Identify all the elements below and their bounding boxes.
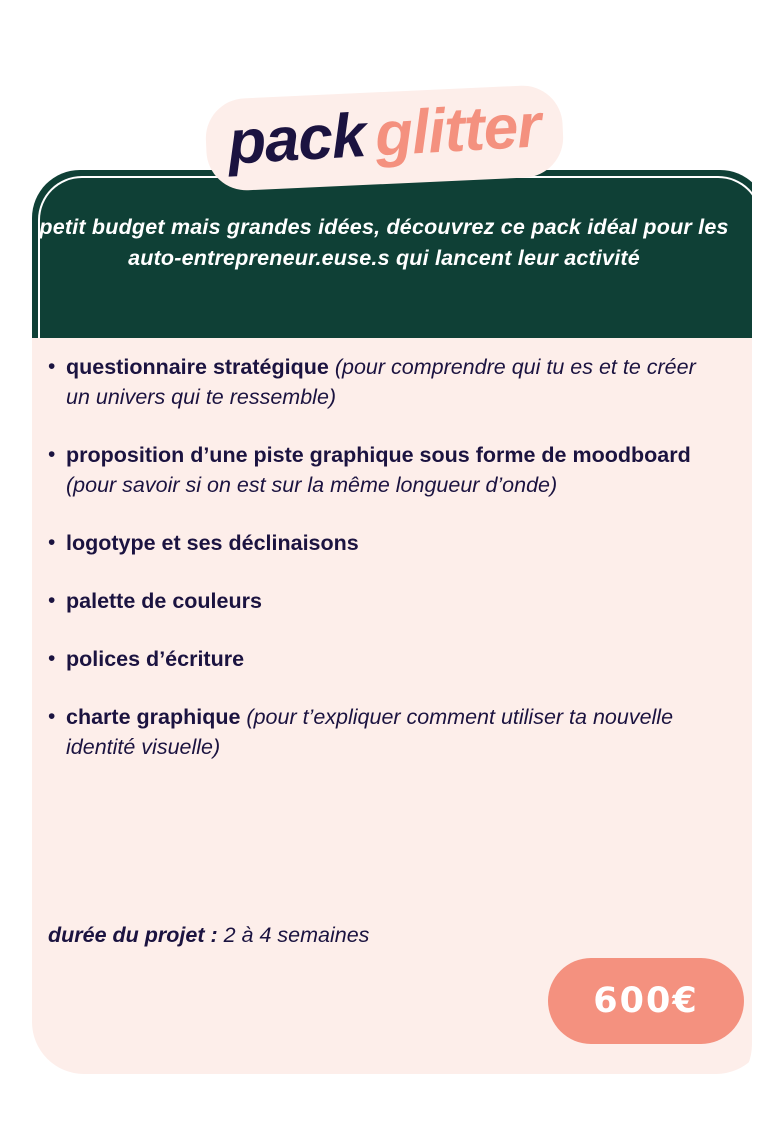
price-value: 600€ [593, 981, 699, 1021]
list-item-lead: logotype et ses déclinaisons [66, 531, 359, 555]
bullet-icon: • [48, 355, 56, 378]
duration-value: 2 à 4 semaines [223, 923, 370, 947]
list-item-note: (pour comprendre qui tu es et te créer un univers qui te ressemble) [66, 355, 696, 409]
list-item-lead: polices d’écriture [66, 647, 245, 671]
title-part-pack: pack [225, 101, 367, 178]
list-item-lead: proposition d’une piste graphique sous forme de moodboard [66, 443, 691, 467]
list-item [48, 644, 720, 674]
title-lockup [0, 92, 768, 184]
list-item [48, 440, 720, 500]
list-item-note: (pour t’expliquer comment utiliser ta nouvelle identité visuelle) [66, 705, 674, 759]
list-item-lead: palette de couleurs [66, 589, 262, 613]
subtitle: petit budget mais grandes idées, découvrez ce pack idéal pour les auto-entrepreneur.euse.s qui lancent leur activité [39, 215, 729, 270]
bullet-icon: • [48, 443, 56, 466]
price-badge [548, 958, 744, 1044]
project-duration [16, 920, 752, 950]
feature-list [16, 352, 752, 790]
bullet-icon: • [48, 531, 56, 554]
list-item [48, 352, 720, 412]
duration-label: durée du projet : [48, 923, 218, 947]
list-item-note: (pour savoir si on est sur la même longueur d’onde) [66, 473, 558, 497]
list-item [48, 586, 720, 616]
list-item-lead: charte graphique [66, 705, 241, 729]
bullet-icon: • [48, 647, 56, 670]
list-item [48, 528, 720, 558]
page-title [203, 82, 564, 194]
title-part-glitter: glitter [372, 91, 542, 170]
list-item-lead: questionnaire stratégique [66, 355, 329, 379]
list-item [48, 702, 720, 762]
bullet-icon: • [48, 589, 56, 612]
bullet-icon: • [48, 705, 56, 728]
